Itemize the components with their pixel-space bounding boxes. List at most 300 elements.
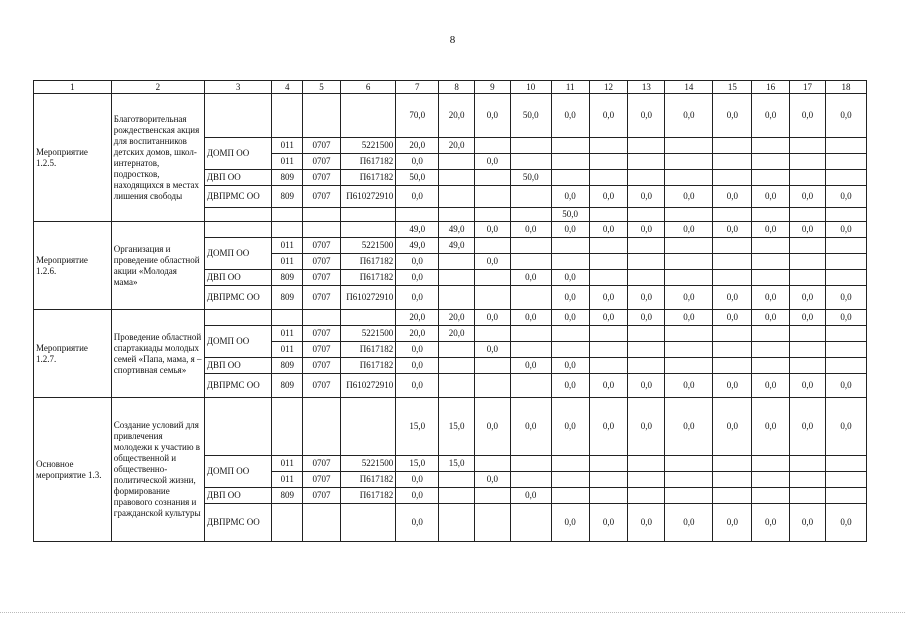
- value-cell: 0,0: [510, 270, 551, 286]
- value-cell: [439, 170, 475, 186]
- event-label: Мероприятие 1.2.7.: [34, 310, 112, 398]
- total-value: 0,0: [551, 94, 589, 138]
- value-cell: [825, 208, 866, 222]
- code-cell: 0707: [303, 270, 341, 286]
- value-cell: 0,0: [474, 254, 510, 270]
- total-value: 0,0: [825, 310, 866, 326]
- code-cell: П617182: [340, 358, 395, 374]
- value-cell: [510, 326, 551, 342]
- code-cell: 809: [272, 358, 303, 374]
- header-cell: 15: [713, 81, 752, 94]
- value-cell: [665, 488, 713, 504]
- total-value: 49,0: [396, 222, 439, 238]
- value-cell: [628, 238, 665, 254]
- total-value: 0,0: [752, 94, 790, 138]
- value-cell: [474, 138, 510, 154]
- value-cell: [628, 154, 665, 170]
- value-cell: 15,0: [396, 456, 439, 472]
- total-value: 20,0: [439, 310, 475, 326]
- value-cell: [474, 456, 510, 472]
- value-cell: [752, 208, 790, 222]
- value-cell: [713, 326, 752, 342]
- total-value: 0,0: [474, 310, 510, 326]
- total-value: 0,0: [790, 94, 826, 138]
- value-cell: [510, 186, 551, 208]
- code-cell: 809: [272, 170, 303, 186]
- event-description: Проведение областной спартакиады молодых семей «Папа, мама, я – спортивная семья»: [111, 310, 204, 398]
- code-cell: П617182: [340, 270, 395, 286]
- value-cell: [474, 270, 510, 286]
- code-cell: [340, 310, 395, 326]
- total-value: 0,0: [510, 310, 551, 326]
- code-cell: [303, 222, 341, 238]
- value-cell: [628, 488, 665, 504]
- value-cell: [790, 342, 826, 358]
- code-cell: [340, 222, 395, 238]
- value-cell: 0,0: [665, 186, 713, 208]
- code-cell: П617182: [340, 472, 395, 488]
- value-cell: [510, 504, 551, 542]
- total-value: 0,0: [713, 222, 752, 238]
- source-label: ДВПРМС ОО: [204, 374, 272, 398]
- value-cell: [713, 154, 752, 170]
- header-cell: 11: [551, 81, 589, 94]
- total-value: 0,0: [713, 94, 752, 138]
- total-value: 0,0: [790, 398, 826, 456]
- value-cell: 49,0: [439, 238, 475, 254]
- source-label: ДВПРМС ОО: [204, 504, 272, 542]
- value-cell: [713, 238, 752, 254]
- event-total-row: [34, 310, 867, 326]
- value-cell: [510, 342, 551, 358]
- code-cell: 0707: [303, 238, 341, 254]
- code-cell: [303, 398, 341, 456]
- code-cell: П617182: [340, 154, 395, 170]
- value-cell: [628, 358, 665, 374]
- value-cell: 0,0: [825, 504, 866, 542]
- value-cell: [589, 170, 628, 186]
- source-label: ДВПРМС ОО: [204, 286, 272, 310]
- event-description: Благотворительная рождественская акция для воспитанников детских домов, школ-интернатов, подростков, находящихся в местах лишения свободы: [111, 94, 204, 222]
- total-value: 0,0: [665, 398, 713, 456]
- header-cell: 16: [752, 81, 790, 94]
- source-label: ДОМП ОО: [204, 238, 272, 270]
- value-cell: [589, 208, 628, 222]
- value-cell: 0,0: [589, 374, 628, 398]
- code-cell: [272, 222, 303, 238]
- header-cell: 9: [474, 81, 510, 94]
- header-row: [34, 81, 867, 94]
- value-cell: 0,0: [551, 286, 589, 310]
- code-cell: [340, 398, 395, 456]
- event-total-row: [34, 398, 867, 456]
- code-cell: 011: [272, 342, 303, 358]
- value-cell: [752, 138, 790, 154]
- code-cell: [303, 310, 341, 326]
- event-total-row: [34, 222, 867, 238]
- value-cell: [628, 270, 665, 286]
- value-cell: [510, 238, 551, 254]
- value-cell: 0,0: [713, 186, 752, 208]
- code-cell: 011: [272, 154, 303, 170]
- value-cell: 0,0: [790, 374, 826, 398]
- value-cell: 50,0: [510, 170, 551, 186]
- source-label: ДВПРМС ОО: [204, 186, 272, 208]
- value-cell: [790, 270, 826, 286]
- code-cell: 011: [272, 326, 303, 342]
- value-cell: [589, 456, 628, 472]
- code-cell: 011: [272, 254, 303, 270]
- code-cell: 5221500: [340, 456, 395, 472]
- value-cell: [510, 472, 551, 488]
- code-cell: 011: [272, 238, 303, 254]
- total-value: 50,0: [510, 94, 551, 138]
- value-cell: [272, 208, 303, 222]
- code-cell: 0707: [303, 170, 341, 186]
- event-label: Основное мероприятие 1.3.: [34, 398, 112, 542]
- value-cell: [665, 342, 713, 358]
- code-cell: 0707: [303, 286, 341, 310]
- value-cell: [589, 154, 628, 170]
- value-cell: [551, 488, 589, 504]
- total-value: 0,0: [628, 94, 665, 138]
- value-cell: [439, 472, 475, 488]
- value-cell: [439, 254, 475, 270]
- total-value: 0,0: [589, 398, 628, 456]
- header-cell: 8: [439, 81, 475, 94]
- source-label: ДОМП ОО: [204, 326, 272, 358]
- source-cell: [204, 94, 272, 138]
- total-value: 0,0: [628, 398, 665, 456]
- value-cell: [439, 186, 475, 208]
- code-cell: [303, 94, 341, 138]
- total-value: 0,0: [510, 222, 551, 238]
- value-cell: [589, 326, 628, 342]
- code-cell: 809: [272, 374, 303, 398]
- value-cell: [551, 472, 589, 488]
- value-cell: [713, 358, 752, 374]
- value-cell: 20,0: [396, 326, 439, 342]
- source-label: ДВП ОО: [204, 170, 272, 186]
- value-cell: [665, 326, 713, 342]
- code-cell: 0707: [303, 154, 341, 170]
- code-cell: 809: [272, 186, 303, 208]
- header-cell: 6: [340, 81, 395, 94]
- value-cell: [510, 456, 551, 472]
- code-cell: 5221500: [340, 326, 395, 342]
- code-cell: 0707: [303, 326, 341, 342]
- total-value: 0,0: [665, 222, 713, 238]
- value-cell: 49,0: [396, 238, 439, 254]
- source-cell: [204, 222, 272, 238]
- source-label: ДВП ОО: [204, 270, 272, 286]
- value-cell: [665, 138, 713, 154]
- total-value: 0,0: [589, 94, 628, 138]
- code-cell: П617182: [340, 170, 395, 186]
- value-cell: [589, 138, 628, 154]
- header-cell: 3: [204, 81, 272, 94]
- value-cell: 50,0: [396, 170, 439, 186]
- value-cell: [628, 472, 665, 488]
- value-cell: [790, 238, 826, 254]
- value-cell: [825, 456, 866, 472]
- header-cell: 18: [825, 81, 866, 94]
- value-cell: 0,0: [474, 154, 510, 170]
- total-value: 0,0: [551, 398, 589, 456]
- code-cell: 809: [272, 286, 303, 310]
- value-cell: [825, 472, 866, 488]
- value-cell: 0,0: [628, 504, 665, 542]
- code-cell: П617182: [340, 488, 395, 504]
- value-cell: [665, 472, 713, 488]
- value-cell: [589, 358, 628, 374]
- header-cell: 10: [510, 81, 551, 94]
- code-cell: П610272910: [340, 286, 395, 310]
- value-cell: [551, 254, 589, 270]
- code-cell: 0707: [303, 374, 341, 398]
- code-cell: 011: [272, 138, 303, 154]
- value-cell: [551, 456, 589, 472]
- value-cell: 0,0: [790, 504, 826, 542]
- total-value: 0,0: [589, 222, 628, 238]
- header-cell: 2: [111, 81, 204, 94]
- total-value: 0,0: [713, 310, 752, 326]
- total-value: 0,0: [665, 310, 713, 326]
- value-cell: [439, 342, 475, 358]
- value-cell: [665, 358, 713, 374]
- value-cell: [825, 238, 866, 254]
- value-cell: [825, 138, 866, 154]
- value-cell: [589, 270, 628, 286]
- total-value: 0,0: [825, 222, 866, 238]
- value-cell: [439, 488, 475, 504]
- value-cell: [825, 270, 866, 286]
- value-cell: [665, 254, 713, 270]
- scan-artifact-line: [0, 612, 905, 614]
- value-cell: 0,0: [396, 472, 439, 488]
- value-cell: 0,0: [510, 488, 551, 504]
- value-cell: [510, 154, 551, 170]
- value-cell: [510, 374, 551, 398]
- total-value: 0,0: [665, 94, 713, 138]
- value-cell: [303, 208, 341, 222]
- value-cell: 0,0: [665, 504, 713, 542]
- total-value: 20,0: [396, 310, 439, 326]
- event-label: Мероприятие 1.2.5.: [34, 94, 112, 222]
- value-cell: 0,0: [665, 374, 713, 398]
- value-cell: 0,0: [396, 154, 439, 170]
- source-label: ДВП ОО: [204, 488, 272, 504]
- value-cell: [752, 472, 790, 488]
- header-cell: 17: [790, 81, 826, 94]
- value-cell: [825, 154, 866, 170]
- value-cell: [790, 170, 826, 186]
- value-cell: [474, 488, 510, 504]
- value-cell: 0,0: [589, 286, 628, 310]
- value-cell: [825, 170, 866, 186]
- header-cell: 12: [589, 81, 628, 94]
- total-value: 0,0: [474, 222, 510, 238]
- value-cell: 0,0: [551, 358, 589, 374]
- value-cell: 0,0: [589, 186, 628, 208]
- event-total-row: [34, 94, 867, 138]
- value-cell: [551, 170, 589, 186]
- value-cell: [551, 154, 589, 170]
- value-cell: [713, 342, 752, 358]
- value-cell: [474, 170, 510, 186]
- value-cell: [790, 488, 826, 504]
- value-cell: [628, 208, 665, 222]
- value-cell: [510, 138, 551, 154]
- value-cell: [510, 208, 551, 222]
- value-cell: 0,0: [551, 504, 589, 542]
- source-cell: [204, 310, 272, 326]
- value-cell: [551, 326, 589, 342]
- total-value: 0,0: [474, 94, 510, 138]
- value-cell: 0,0: [628, 186, 665, 208]
- total-value: 0,0: [628, 310, 665, 326]
- value-cell: [713, 472, 752, 488]
- value-cell: 0,0: [396, 488, 439, 504]
- value-cell: [589, 342, 628, 358]
- source-label: ДОМП ОО: [204, 456, 272, 488]
- total-value: 0,0: [825, 398, 866, 456]
- value-cell: [713, 270, 752, 286]
- total-value: 0,0: [825, 94, 866, 138]
- value-cell: 0,0: [628, 374, 665, 398]
- total-value: 15,0: [439, 398, 475, 456]
- value-cell: 15,0: [439, 456, 475, 472]
- value-cell: [628, 170, 665, 186]
- value-cell: [713, 170, 752, 186]
- value-cell: [752, 254, 790, 270]
- value-cell: [713, 456, 752, 472]
- value-cell: [396, 208, 439, 222]
- value-cell: [439, 208, 475, 222]
- value-cell: [474, 186, 510, 208]
- total-value: 0,0: [713, 398, 752, 456]
- value-cell: [589, 472, 628, 488]
- event-description: Создание условий для привлечения молодежи к участию в общественной и общественно-политической жизни, формирование правового сознания и гражданской культуры: [111, 398, 204, 542]
- total-value: 0,0: [474, 398, 510, 456]
- budget-table: [33, 80, 867, 542]
- value-cell: [551, 342, 589, 358]
- value-cell: 0,0: [713, 504, 752, 542]
- value-cell: 0,0: [396, 374, 439, 398]
- value-cell: [665, 270, 713, 286]
- value-cell: [752, 488, 790, 504]
- value-cell: [752, 342, 790, 358]
- value-cell: [752, 456, 790, 472]
- value-cell: 0,0: [825, 286, 866, 310]
- value-cell: [790, 254, 826, 270]
- total-value: 0,0: [551, 310, 589, 326]
- value-cell: [825, 488, 866, 504]
- value-cell: [510, 254, 551, 270]
- code-cell: [340, 94, 395, 138]
- value-cell: [589, 254, 628, 270]
- header-cell: 1: [34, 81, 112, 94]
- value-cell: 0,0: [474, 342, 510, 358]
- value-cell: [628, 456, 665, 472]
- value-cell: [510, 286, 551, 310]
- value-cell: [474, 358, 510, 374]
- value-cell: 0,0: [825, 374, 866, 398]
- value-cell: 0,0: [474, 472, 510, 488]
- value-cell: [825, 326, 866, 342]
- value-cell: [752, 326, 790, 342]
- value-cell: [825, 342, 866, 358]
- event-label: Мероприятие 1.2.6.: [34, 222, 112, 310]
- value-cell: 50,0: [551, 208, 589, 222]
- value-cell: [752, 238, 790, 254]
- value-cell: 0,0: [665, 286, 713, 310]
- value-cell: [790, 326, 826, 342]
- code-cell: 0707: [303, 254, 341, 270]
- value-cell: [439, 154, 475, 170]
- value-cell: [790, 358, 826, 374]
- value-cell: [628, 138, 665, 154]
- value-cell: 0,0: [752, 504, 790, 542]
- value-cell: 0,0: [510, 358, 551, 374]
- value-cell: 0,0: [396, 342, 439, 358]
- value-cell: [439, 270, 475, 286]
- value-cell: [551, 238, 589, 254]
- event-description: Организация и проведение областной акции «Молодая мама»: [111, 222, 204, 310]
- value-cell: [474, 238, 510, 254]
- value-cell: 20,0: [439, 326, 475, 342]
- code-cell: [272, 504, 303, 542]
- value-cell: [752, 170, 790, 186]
- value-cell: 0,0: [589, 504, 628, 542]
- value-cell: [752, 154, 790, 170]
- total-value: 0,0: [752, 222, 790, 238]
- value-cell: 0,0: [396, 358, 439, 374]
- header-cell: 13: [628, 81, 665, 94]
- value-cell: [204, 208, 272, 222]
- code-cell: 0707: [303, 488, 341, 504]
- value-cell: [474, 374, 510, 398]
- source-cell: [204, 398, 272, 456]
- value-cell: [790, 472, 826, 488]
- total-value: 49,0: [439, 222, 475, 238]
- value-cell: [665, 456, 713, 472]
- code-cell: 0707: [303, 358, 341, 374]
- source-label: ДОМП ОО: [204, 138, 272, 170]
- code-cell: 0707: [303, 342, 341, 358]
- value-cell: 0,0: [396, 254, 439, 270]
- code-cell: 809: [272, 270, 303, 286]
- value-cell: [474, 326, 510, 342]
- value-cell: [628, 326, 665, 342]
- total-value: 0,0: [790, 310, 826, 326]
- total-value: 0,0: [628, 222, 665, 238]
- value-cell: [790, 138, 826, 154]
- value-cell: 0,0: [396, 504, 439, 542]
- code-cell: [272, 398, 303, 456]
- total-value: 15,0: [396, 398, 439, 456]
- code-cell: [272, 94, 303, 138]
- value-cell: 0,0: [752, 286, 790, 310]
- code-cell: 5221500: [340, 138, 395, 154]
- header-cell: 5: [303, 81, 341, 94]
- code-cell: 0707: [303, 186, 341, 208]
- value-cell: [340, 208, 395, 222]
- value-cell: 0,0: [551, 270, 589, 286]
- code-cell: П610272910: [340, 186, 395, 208]
- value-cell: [752, 270, 790, 286]
- value-cell: [665, 238, 713, 254]
